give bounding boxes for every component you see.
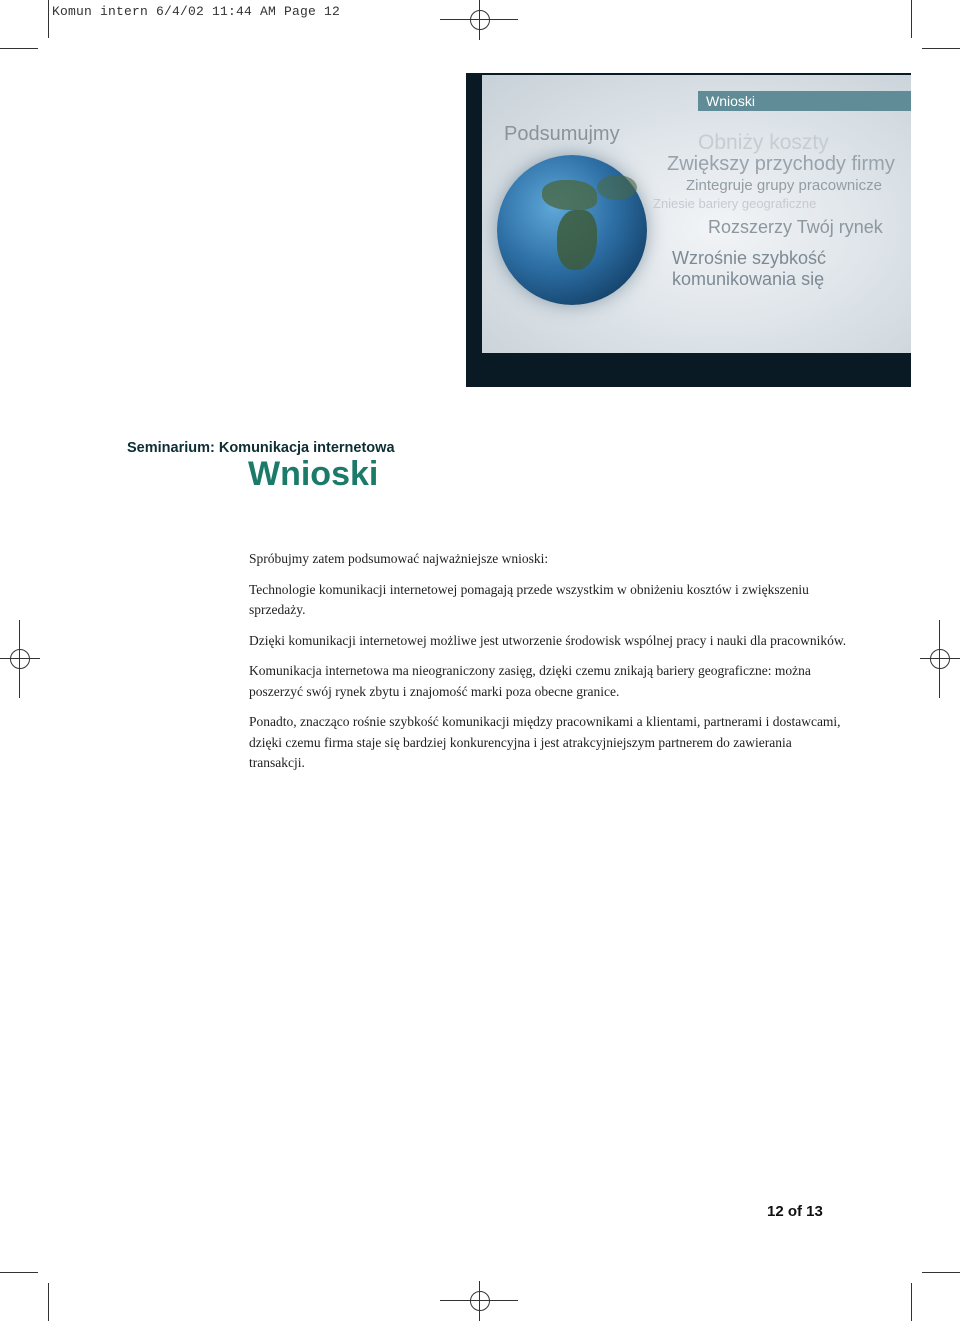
crop-mark (911, 1283, 912, 1321)
crop-mark (48, 1283, 49, 1321)
body-text (249, 549, 849, 784)
crop-mark (48, 0, 49, 38)
crop-mark (911, 0, 912, 38)
crop-mark (440, 1300, 518, 1301)
paragraph: Dzięki komunikacji internetowej możliwe jest utworzenie środowisk wspólnej pracy i nauki dla pracowników. (249, 632, 847, 648)
paragraph: Ponadto, znacząco rośnie szybkość komunikacji między pracownikami a klientami, partnerami i dostawcami, dzięki czemu firma staje się bardziej konkurencyjna i jest atrakcyjniejszym partnerem do zawierania transakcji. (249, 714, 841, 770)
crop-mark (19, 620, 20, 698)
paragraph: Technologie komunikacji internetowej pomagają przede wszystkim w obniżeniu kosztów i zwiększeniu sprzedaży. (249, 581, 809, 617)
crop-mark (922, 48, 960, 49)
registration-mark (460, 1281, 500, 1321)
crop-mark (922, 1272, 960, 1273)
paragraph: Spróbujmy zatem podsumować najważniejsze wnioski: (249, 551, 549, 566)
section-label: Seminarium: Komunikacja internetowa (127, 440, 395, 456)
page-number: 12 of 13 (767, 1203, 823, 1220)
slide-tab-label: Wnioski (698, 91, 911, 111)
crop-mark (939, 620, 940, 698)
slide-bullet: Rozszerzy Twój rynek (708, 217, 883, 237)
slide-bullet: Zwiększy przychody firmy (667, 153, 895, 175)
slide-bullet: Zniesie bariery geograficzne (653, 196, 817, 211)
registration-mark (920, 639, 960, 679)
crop-mark (0, 1272, 38, 1273)
print-slug: Komun intern 6/4/02 11:44 AM Page 12 (52, 4, 341, 19)
slide-bullet: Obniży koszty (698, 131, 829, 154)
crop-mark (440, 19, 518, 20)
slide-title: Podsumujmy (504, 123, 620, 145)
registration-mark (460, 0, 500, 40)
page-title: Wnioski (248, 455, 379, 493)
globe-icon (497, 155, 647, 305)
registration-mark (0, 639, 40, 679)
slide-bullet: Zintegruje grupy pracownicze (686, 177, 882, 194)
crop-mark (0, 48, 38, 49)
slide-bullet: Wzrośnie szybkość komunikowania się (672, 248, 827, 289)
slide-thumbnail (466, 73, 911, 387)
paragraph: Komunikacja internetowa ma nieograniczony zasięg, dzięki czemu znikają bariery geograficzne: można poszerzyć swój rynek zbytu i znajomość marki poza obecne granice. (249, 663, 811, 699)
slide-content (482, 75, 911, 353)
